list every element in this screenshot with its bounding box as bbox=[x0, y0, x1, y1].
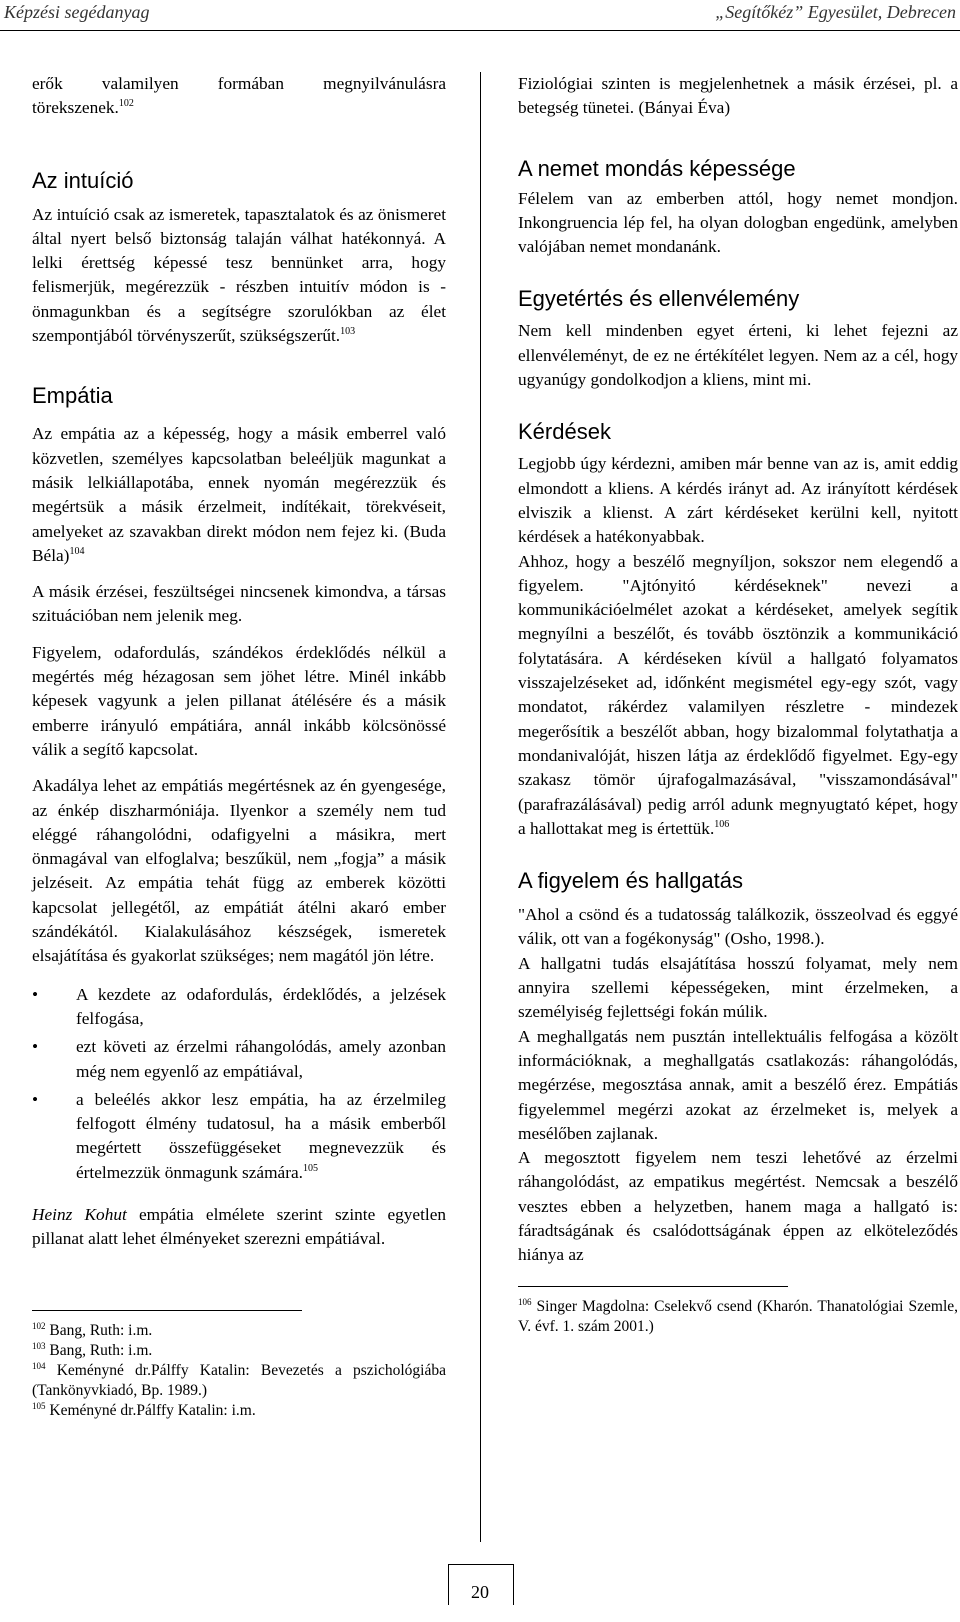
empatia-bullet-list bbox=[32, 983, 446, 1185]
heading-nemet-mondas: A nemet mondás képessége bbox=[518, 155, 796, 181]
footnote: $^{106}$ Singer Magdolna: Cselekvő csend (Kharón. Thanatológiai Szemle, V. évf. 1. szám 2001.) bbox=[518, 1296, 958, 1335]
header-right: „Segítőkéz” Egyesület, Debrecen bbox=[715, 2, 956, 22]
heading-intuicio: Az intuíció bbox=[32, 167, 134, 193]
list-item: • a beleélés akkor lesz empátia, ha az érzelmileg felfogott élmény tudatosul, ha a másik emberből megértett összefüggéseket megnevezzük és értelmezzük önmagunk számára.$^{105}$ bbox=[32, 1088, 446, 1185]
figyelem-paragraph-1: "Ahol a csönd és a tudatosság találkozik, összeolvad és eggyé válik, ott van a fogékonyság" (Osho, 1998.). bbox=[518, 905, 958, 949]
column-divider bbox=[480, 72, 481, 1542]
kohut-paragraph: Heinz Kohut empátia elmélete szerint szinte egyetlen pillanat alatt lehet élményeket szerezni empátiával. bbox=[32, 1204, 447, 1249]
footnote: $^{105}$ Keményné dr.Pálffy Katalin: i.m. bbox=[32, 1400, 256, 1419]
kerdesek-paragraph-1: Legjobb úgy kérdezni, amiben már benne van az is, amit eddig elmondott a kliens. A kérdés irányt ad. Az irányított kérdések elviszik a klienst. A zárt kérdéseket kerülni kell, nyitott kérdések a hatékonyabbak. bbox=[518, 454, 958, 547]
heading-figyelem: A figyelem és hallgatás bbox=[518, 868, 744, 894]
heading-empatia: Empátia bbox=[32, 383, 113, 409]
list-item: • ezt követi az érzelmi ráhangolódás, amely azonban még nem egyenlő az empátiával, bbox=[32, 1035, 446, 1084]
figyelem-paragraph-4: A megosztott figyelem nem teszi lehetővé az érzelmi ráhangolódást, az empatikus megértést. Nemcsak a beszélő vesztes ebben a helyzetben, hanem maga a hallgató is: fáradtságának és csalódottságának éppen az elköteleződés hiánya az bbox=[518, 1148, 958, 1265]
nemet-paragraph: Félelem van az emberben attól, hogy nemet mondjon. Inkongruencia lép fel, ha olyan dologban engedünk, amelyben valójában nemet mondanánk. bbox=[518, 188, 958, 257]
heading-egyetertes: Egyetértés és ellenvélemény bbox=[518, 286, 800, 312]
list-item: • A kezdete az odafordulás, érdeklődés, a jelzések felfogása, bbox=[32, 983, 446, 1032]
figyelem-paragraph-2: A hallgatni tudás elsajátítása hosszú folyamat, mely nem annyira szellemi képességeken, mint érzelmeken, a személyiség fejlettségi fokán múlik. bbox=[518, 953, 958, 1022]
heading-kerdesek: Kérdések bbox=[518, 419, 611, 445]
page-header bbox=[0, 0, 960, 31]
footnote-rule bbox=[32, 1310, 302, 1311]
intro-paragraph: erők valamilyen formában megnyilvánulásra törekszenek.$^{102}$ bbox=[32, 74, 446, 118]
egyetertes-paragraph: Nem kell mindenben egyet érteni, ki lehet fejezni az ellenvéleményt, de ez ne értékítélet legyen. Nem az a cél, hogy ugyanúgy gondolkodjon a kliens, mint mi. bbox=[518, 321, 958, 390]
empatia-paragraph-4: Akadálya lehet az empátiás megértésnek az én gyengesége, az énkép diszharmóniája. Ilyenkor a személy nem tud eléggé ráhangolódni, odafigyelni a másikra, mert önmagával van elfoglalva; beszűkül, nem „fogja” a másik jelzéseit. Az empátia tehát függ az emberek közötti kapcsolat jellegétől, az empátiát átélni akaró ember szándékától. Kialakulásához készségek, ismeretek elsajátítása és gyakorlat szükséges; nem magától jön létre. bbox=[32, 776, 446, 966]
fiziologiai-paragraph: Fiziológiai szinten is megjelenhetnek a másik érzései, pl. a betegség tünetei. (Bányai Éva) bbox=[518, 74, 958, 118]
right-column bbox=[518, 72, 958, 1337]
intuicio-paragraph: Az intuíció csak az ismeretek, tapasztalatok és az önismeret által nyert belső biztonság talaján válhat hatékonnyá. A lelki érettség képessé tesz bennünket arra, hogy felismerjük, megérezzük - részben intuitív módon is - önmagunkban és a segítségre szorulókban az élet szempontjából törvényszerűt, szükségszerűt.$^{103}$ bbox=[32, 204, 446, 346]
empatia-paragraph-1: Az empátia az a képesség, hogy a másik emberrel való közvetlen, személyes kapcsolatban beleéljük magunkat a másik lelkiállapotába, ennek nyomán megérezzük és megértsük a másik érzelmeit, indítékait, törekvéseit, amelyeket az szavakban direkt módon nem fejez ki. (Buda Béla)$^{104}$ bbox=[32, 424, 446, 565]
empatia-paragraph-3: Figyelem, odafordulás, szándékos érdeklődés nélkül a megértés még hézagosan sem jöhet létre. Minél inkább képesek vagyunk a jelen pillanat átélésére és a másik emberre irányuló empátiára, annál inkább kölcsönössé válik a segítő kapcsolat. bbox=[32, 642, 446, 759]
header-left: Képzési segédanyag bbox=[4, 2, 150, 22]
footnote: $^{104}$ Keményné dr.Pálffy Katalin: Bevezetés a pszichológiába (Tankönyvkiadó, Bp. 1989.) bbox=[32, 1360, 446, 1399]
footnote-rule bbox=[518, 1286, 788, 1287]
left-column bbox=[32, 72, 446, 1421]
footnote: $^{103}$ Bang, Ruth: i.m. bbox=[32, 1340, 153, 1359]
figyelem-paragraph-3: A meghallgatás nem pusztán intellektuális felfogása a közölt információknak, a meghallgatás csatlakozás: ráhangolódás, megérzése, megosztása annak, amit a beszélő érez. Empátiás figyelemmel megérzi azokat az érzelmeket is, melyek a mesélőben zajlanak. bbox=[518, 1026, 958, 1143]
footnote: $^{102}$ Bang, Ruth: i.m. bbox=[32, 1320, 153, 1339]
empatia-paragraph-2: A másik érzései, feszültségei nincsenek kimondva, a társas szituációban nem jelenik meg. bbox=[32, 582, 446, 626]
kerdesek-paragraph-2: Ahhoz, hogy a beszélő megnyíljon, sokszor nem elegendő a figyelem. "Ajtónyitó kérdéseknek" nevezi a kommunikációelmélet azokat a kérdéseket, amelyek segítik megnyílni a beszélőt, és tovább ösztönzik a kommunikáció folytatására. A kérdéseken kívül a hallgató folyamatos visszajelzéseket ad, időnként megismétel egy-egy szót, vagy mondatot, rákérdez valamilyen részletre - mindezek megerősítik a beszélőt abban, hogy bizalommal folytathatja a mondanivalóját, hiszen látja az érdeklődő figyelmet. Egy-egy szakasz tömör újrafogalmazásával, "visszamondásával" (parafrazálásával) pedig arról adunk megnyugtató képet, hogy a hallottakat meg is értettük.$^{106}$ bbox=[518, 551, 958, 838]
page-number: 20 bbox=[471, 1582, 489, 1602]
left-footnotes bbox=[32, 1321, 446, 1421]
